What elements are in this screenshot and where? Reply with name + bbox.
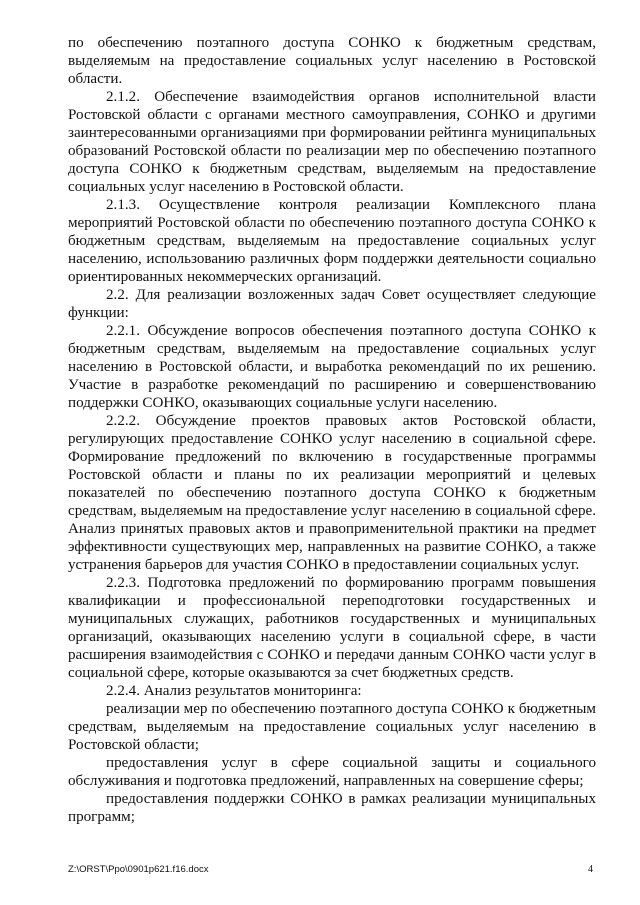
footer-file-path: Z:\ORST\Ppo\0901p621.f16.docx — [68, 864, 209, 875]
monitoring-item-2: предоставления услуг в сфере социальной защиты и социального обслуживания и подготовка предложений, направленных на совершение сферы; — [68, 755, 596, 789]
paragraph-2-1-2: 2.1.2. Обеспечение взаимодействия органов исполнительной власти Ростовской области с органами местного самоуправления, СОНКО и другими заинтересованными организациями при формировании рейтинга муниципальных образований Ростовской области по реализации мер по обеспечению поэтапного доступа СОНКО к бюджетным средствам, выделяемым на предоставление социальных услуг населению в Ростовской области. — [68, 89, 596, 195]
paragraph-continuation: по обеспечению поэтапного доступа СОНКО к бюджетным средствам, выделяемым на предоставление социальных услуг населению в Ростовской области. — [68, 35, 596, 87]
monitoring-item-1: реализации мер по обеспечению поэтапного доступа СОНКО к бюджетным средствам, выделяемым на предоставление социальных услуг населению в Ростовской области; — [68, 701, 596, 753]
paragraph-2-2: 2.2. Для реализации возложенных задач Совет осуществляет следующие функции: — [68, 287, 596, 321]
monitoring-item-3: предоставления поддержки СОНКО в рамках реализации муниципальных программ; — [68, 791, 596, 825]
paragraph-2-2-3: 2.2.3. Подготовка предложений по формированию программ повышения квалификации и профессиональной переподготовки государственных и муниципальных служащих, работников государственных и муниципальных организаций, оказывающих населению услуги в социальной сфере, в части расширения взаимодействия с СОНКО и передачи данным СОНКО части услуг в социальной сфере, которые оказываются за счет бюджетных средств. — [68, 575, 596, 681]
paragraph-2-2-4: 2.2.4. Анализ результатов мониторинга: — [106, 683, 362, 699]
paragraph-2-1-3: 2.1.3. Осуществление контроля реализации Комплексного плана мероприятий Ростовской области по обеспечению поэтапного доступа СОНКО к бюджетным средствам, выделяемым на предоставление социальных услуг населению, использованию различных форм поддержки деятельности социально ориентированных некоммерческих организаций. — [68, 197, 596, 285]
body-text — [68, 34, 596, 826]
paragraph-2-2-2: 2.2.2. Обсуждение проектов правовых актов Ростовской области, регулирующих предоставление СОНКО услуг населению в социальной сфере. Формирование предложений по включению в государственные программы Ростовской области и планы по их реализации мероприятий и целевых показателей по обеспечению поэтапного доступа СОНКО к бюджетным средствам, выделяемым на предоставление услуг населению в социальной сфере. Анализ принятых правовых актов и правоприменительной практики на предмет эффективности существующих мер, направленных на развитие СОНКО, а также устранения барьеров для участия СОНКО в предоставлении социальных услуг. — [68, 413, 596, 573]
paragraph-2-2-1: 2.2.1. Обсуждение вопросов обеспечения поэтапного доступа СОНКО к бюджетным средствам, выделяемым на предоставление социальных услуг населению в Ростовской области, и выработка рекомендаций по их решению. Участие в разработке рекомендаций по расширению и совершенствованию поддержки СОНКО, оказывающих социальные услуги населению. — [68, 323, 596, 411]
page-number: 4 — [588, 864, 593, 875]
